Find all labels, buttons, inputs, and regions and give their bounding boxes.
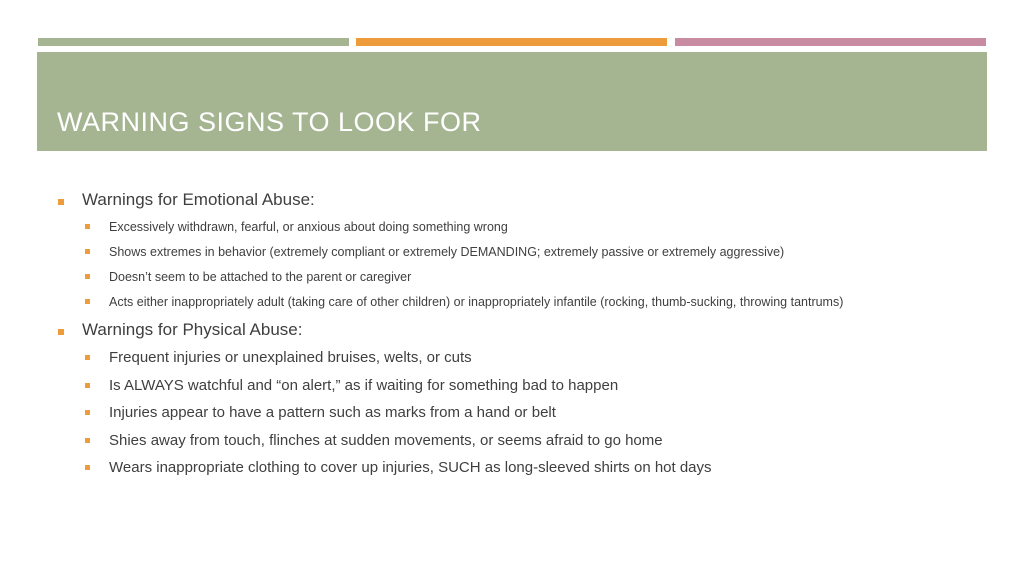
list-item-text: Doesn’t seem to be attached to the parent or caregiver bbox=[109, 270, 412, 284]
square-bullet-icon bbox=[85, 383, 90, 388]
list-item bbox=[56, 348, 986, 376]
square-bullet-icon bbox=[85, 465, 90, 470]
square-bullet-icon bbox=[85, 274, 90, 279]
slide-body bbox=[56, 190, 986, 486]
list-item-text: Acts either inappropriately adult (taking care of other children) or inappropriately infantile (rocking, thumb-sucking, throwing tantrums) bbox=[109, 295, 844, 309]
list-item bbox=[56, 403, 986, 431]
list-item bbox=[56, 431, 986, 459]
accent-bar-green bbox=[38, 38, 349, 46]
list-item-text: Is ALWAYS watchful and “on alert,” as if waiting for something bad to happen bbox=[109, 376, 619, 394]
list-item bbox=[56, 243, 986, 268]
square-bullet-icon bbox=[85, 249, 90, 254]
list-item-text: Injuries appear to have a pattern such as marks from a hand or belt bbox=[109, 404, 556, 421]
list-item bbox=[56, 218, 986, 243]
list-item-text: Frequent injuries or unexplained bruises, welts, or cuts bbox=[109, 349, 472, 366]
square-bullet-icon bbox=[85, 299, 90, 304]
square-bullet-icon bbox=[85, 438, 90, 443]
list-item-text: Excessively withdrawn, fearful, or anxious about doing something wrong bbox=[109, 220, 508, 234]
list-item-text: Shows extremes in behavior (extremely compliant or extremely DEMANDING; extremely passive or extremely aggressive) bbox=[109, 245, 785, 259]
list-item bbox=[56, 376, 986, 404]
section-heading-emotional-abuse bbox=[56, 190, 986, 218]
section-heading-text: Warnings for Physical Abuse: bbox=[82, 320, 303, 339]
list-item bbox=[56, 268, 986, 293]
section-heading-text: Warnings for Emotional Abuse: bbox=[82, 190, 315, 209]
title-band bbox=[37, 52, 987, 151]
list-item bbox=[56, 458, 986, 486]
square-bullet-icon bbox=[58, 329, 64, 335]
list-item-text: Shies away from touch, flinches at sudden movements, or seems afraid to go home bbox=[109, 431, 663, 449]
slide-title: WARNING SIGNS TO LOOK FOR bbox=[57, 107, 482, 137]
accent-bar-pink bbox=[675, 38, 986, 46]
section-heading-physical-abuse bbox=[56, 320, 986, 348]
square-bullet-icon bbox=[58, 199, 64, 205]
accent-bar-orange bbox=[356, 38, 667, 46]
list-item-text: Wears inappropriate clothing to cover up injuries, SUCH as long-sleeved shirts on hot days bbox=[109, 459, 712, 476]
square-bullet-icon bbox=[85, 355, 90, 360]
square-bullet-icon bbox=[85, 410, 90, 415]
list-item bbox=[56, 293, 986, 318]
square-bullet-icon bbox=[85, 224, 90, 229]
